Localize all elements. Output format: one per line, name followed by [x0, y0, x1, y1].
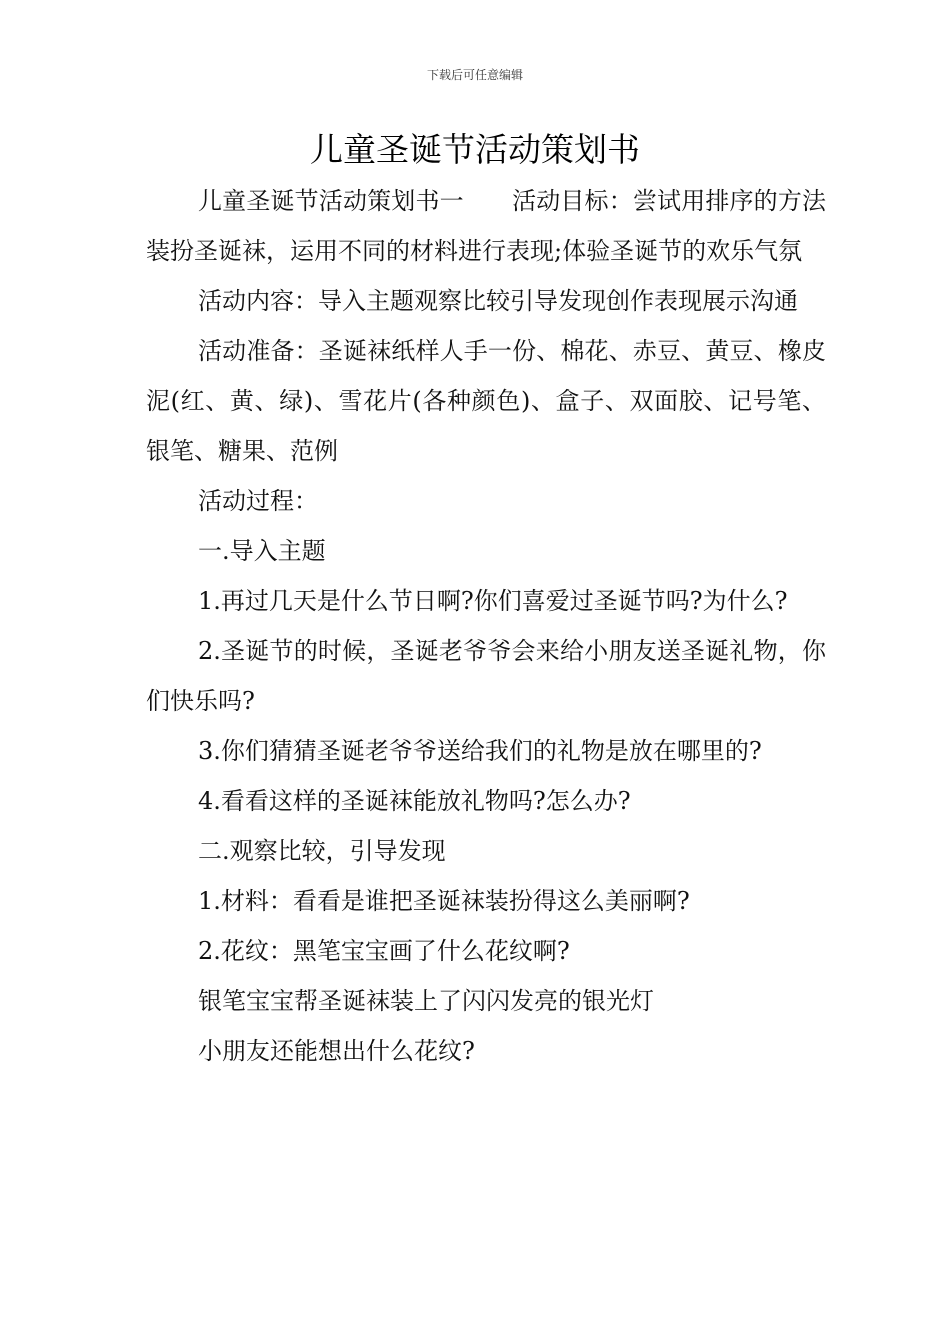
list-item: 2.圣诞节的时候，圣诞老爷爷会来给小朋友送圣诞礼物，你们快乐吗? — [146, 637, 826, 715]
section-heading-2: 二.观察比较，引导发现 — [198, 837, 446, 865]
document-body — [146, 176, 826, 1076]
paragraph-intro-goal: 儿童圣诞节活动策划书一 活动目标：尝试用排序的方法装扮圣诞袜，运用不同的材料进行表现;体验圣诞节的欢乐气氛 — [146, 187, 826, 265]
list-item: 3.你们猜猜圣诞老爷爷送给我们的礼物是放在哪里的? — [198, 737, 762, 765]
paragraph-content: 活动内容：导入主题观察比较引导发现创作表现展示沟通 — [198, 287, 798, 315]
paragraph: 小朋友还能想出什么花纹? — [198, 1037, 475, 1065]
list-item: 1.材料：看看是谁把圣诞袜装扮得这么美丽啊? — [198, 887, 690, 915]
document-title: 儿童圣诞节活动策划书 — [310, 130, 640, 169]
header-note: 下载后可任意编辑 — [426, 68, 523, 82]
section-heading-1: 一.导入主题 — [198, 537, 326, 565]
paragraph-process-heading: 活动过程： — [198, 487, 318, 515]
list-item: 4.看看这样的圣诞袜能放礼物吗?怎么办? — [198, 787, 631, 815]
list-item: 2.花纹：黑笔宝宝画了什么花纹啊? — [198, 937, 570, 965]
paragraph: 银笔宝宝帮圣诞袜装上了闪闪发亮的银光灯 — [198, 987, 654, 1015]
paragraph-preparation: 活动准备：圣诞袜纸样人手一份、棉花、赤豆、黄豆、橡皮泥(红、黄、绿)、雪花片(各种颜色)、盒子、双面胶、记号笔、银笔、糖果、范例 — [146, 337, 826, 465]
list-item: 1.再过几天是什么节日啊?你们喜爱过圣诞节吗?为什么? — [198, 587, 788, 615]
